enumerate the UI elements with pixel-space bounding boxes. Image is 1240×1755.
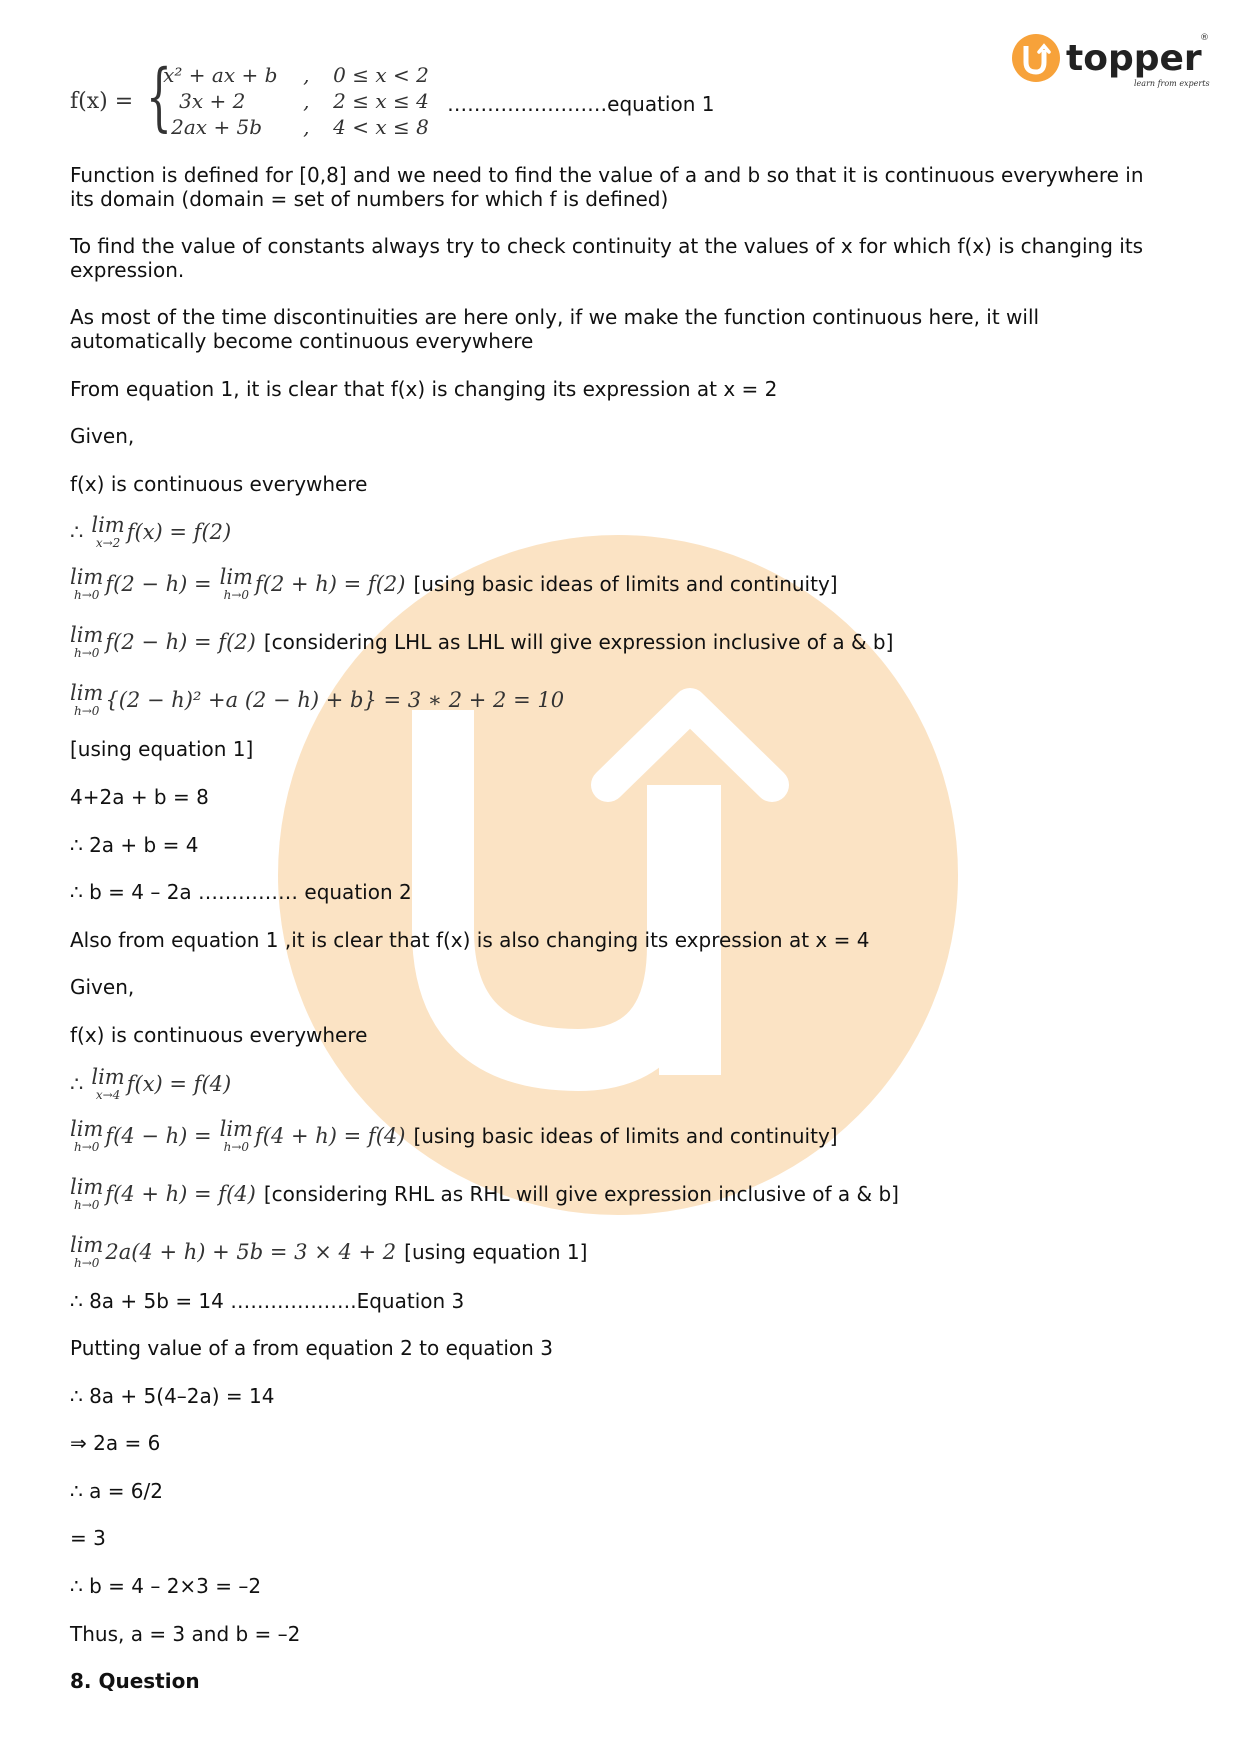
lhl-rhl-equation-4	[70, 1114, 1170, 1158]
limit-body: 2a(4 + h) + 5b = 3 × 4 + 2	[105, 1239, 397, 1264]
case-1-sep: ,	[303, 63, 310, 87]
case-3-sep: ,	[303, 115, 310, 139]
limit-x-to-2	[70, 510, 1170, 554]
paragraph-change-at-2: From equation 1, it is clear that f(x) is changing its expression at x = 2	[70, 376, 778, 401]
lim-label: lim	[219, 565, 253, 590]
lim-subscript: h→0	[73, 588, 100, 603]
case-1-cond: 0 ≤ x < 2	[333, 63, 429, 87]
case-3-cond: 4 < x ≤ 8	[333, 115, 429, 139]
limit-note: [using basic ideas of limits and continuity]	[413, 572, 838, 597]
limit-body: f(x) = f(2)	[126, 520, 232, 545]
function-lhs: f(x) =	[70, 88, 134, 114]
paragraph-domain: Function is defined for [0,8] and we need to find the value of a and b so that it is continuous everywhere in its domain (domain = set of numbers for which f is defined)	[70, 163, 1144, 211]
limit-body: {(2 − h)² +a (2 − h) + b} = 3 ∗ 2 + 2 = 10	[105, 688, 565, 713]
given-label: Given,	[70, 424, 135, 449]
case-2-sep: ,	[303, 89, 310, 113]
lim-label: lim	[70, 1232, 104, 1257]
step-a-value: = 3	[70, 1526, 106, 1551]
paragraph-change-at-4: Also from equation 1 ,it is clear that f(x) is also changing its expression at x = 4	[70, 927, 870, 952]
step-a-fraction: ∴ a = 6/2	[70, 1478, 163, 1503]
lim-subscript: h→0	[223, 1139, 250, 1154]
lim-label: lim	[91, 513, 125, 538]
lim-subscript: h→0	[73, 1139, 100, 1154]
lim-subscript: h→0	[73, 1255, 100, 1270]
case-2-expr: 3x + 2	[179, 89, 246, 113]
lim-label: lim	[70, 1116, 104, 1141]
left-brace: {	[146, 54, 173, 140]
lim-subscript: x→4	[95, 1087, 121, 1102]
lim-subscript: x→2	[95, 536, 121, 551]
lim-label: lim	[70, 681, 104, 706]
case-2-cond: 2 ≤ x ≤ 4	[333, 89, 429, 113]
conclusion: Thus, a = 3 and b = –2	[70, 1621, 301, 1646]
given-label: Given,	[70, 975, 135, 1000]
rhl-equation-4	[70, 1172, 1170, 1216]
case-1-expr: x² + ax + b	[163, 63, 278, 87]
limit-body: f(4 − h) =	[105, 1123, 212, 1148]
paragraph-constants: To find the value of constants always try to check continuity at the values of x for which f(x) is changing its expression.	[70, 234, 1144, 282]
lim-subscript: h→0	[73, 1197, 100, 1212]
limit-body: f(4 + h) = f(4)	[105, 1181, 256, 1206]
therefore-symbol: ∴	[70, 1071, 84, 1096]
limit-body: f(2 − h) = f(2)	[105, 630, 256, 655]
limit-note: [considering RHL as RHL will give expression inclusive of a & b]	[263, 1181, 899, 1206]
piecewise-cases	[163, 62, 443, 140]
paragraph-discontinuities: As most of the time discontinuities are here only, if we make the function continuous here, it will automatically become continuous everywhere	[70, 305, 1040, 353]
step-4-2a-b: 4+2a + b = 8	[70, 784, 209, 809]
step-2a-6: ⇒ 2a = 6	[70, 1431, 161, 1456]
limit-x-to-4	[70, 1062, 1170, 1106]
lim-subscript: h→0	[73, 646, 100, 661]
lim-subscript: h→0	[223, 588, 250, 603]
lim-label: lim	[219, 1116, 253, 1141]
case-3-expr: 2ax + 5b	[171, 115, 263, 139]
limit-body: f(2 − h) =	[105, 572, 212, 597]
topper-logo	[1010, 30, 1210, 94]
limit-note: [considering LHL as LHL will give expression inclusive of a & b]	[263, 630, 894, 655]
lhl-equation-2	[70, 620, 1170, 664]
svg-text:learn from experts: learn from experts	[1134, 79, 1210, 88]
next-question-heading: 8. Question	[70, 1669, 200, 1694]
limit-body: f(2 + h) = f(2)	[254, 572, 406, 597]
piecewise-function	[70, 56, 1170, 146]
substitution-note: Putting value of a from equation 2 to equation 3	[70, 1336, 553, 1361]
lim-label: lim	[91, 1064, 125, 1089]
lim-label: lim	[70, 1174, 104, 1199]
svg-text:®: ®	[1200, 33, 1209, 43]
svg-text:topper: topper	[1066, 38, 1202, 79]
solution-content	[70, 56, 1170, 1694]
continuity-statement: f(x) is continuous everywhere	[70, 1022, 368, 1047]
equation-2: ∴ b = 4 – 2a …………… equation 2	[70, 880, 412, 905]
step-b-value: ∴ b = 4 – 2×3 = –2	[70, 1574, 262, 1599]
lim-subscript: h→0	[73, 704, 100, 719]
therefore-symbol: ∴	[70, 520, 84, 545]
continuity-statement: f(x) is continuous everywhere	[70, 471, 368, 496]
equation-1-label: ……………………equation 1	[447, 92, 715, 116]
lhl-evaluation	[70, 678, 1170, 722]
limit-note: [using basic ideas of limits and continuity]	[413, 1123, 838, 1148]
limit-body: f(x) = f(4)	[126, 1071, 232, 1096]
limit-note: [using equation 1]	[404, 1239, 588, 1264]
step-2a-b: ∴ 2a + b = 4	[70, 832, 199, 857]
using-equation-1: [using equation 1]	[70, 737, 254, 762]
rhl-evaluation	[70, 1230, 1170, 1274]
lim-label: lim	[70, 623, 104, 648]
equation-3: ∴ 8a + 5b = 14 ……………….Equation 3	[70, 1288, 465, 1313]
lim-label: lim	[70, 565, 104, 590]
limit-body: f(4 + h) = f(4)	[254, 1123, 406, 1148]
lhl-rhl-equation-2	[70, 562, 1170, 606]
step-substitute: ∴ 8a + 5(4–2a) = 14	[70, 1383, 275, 1408]
